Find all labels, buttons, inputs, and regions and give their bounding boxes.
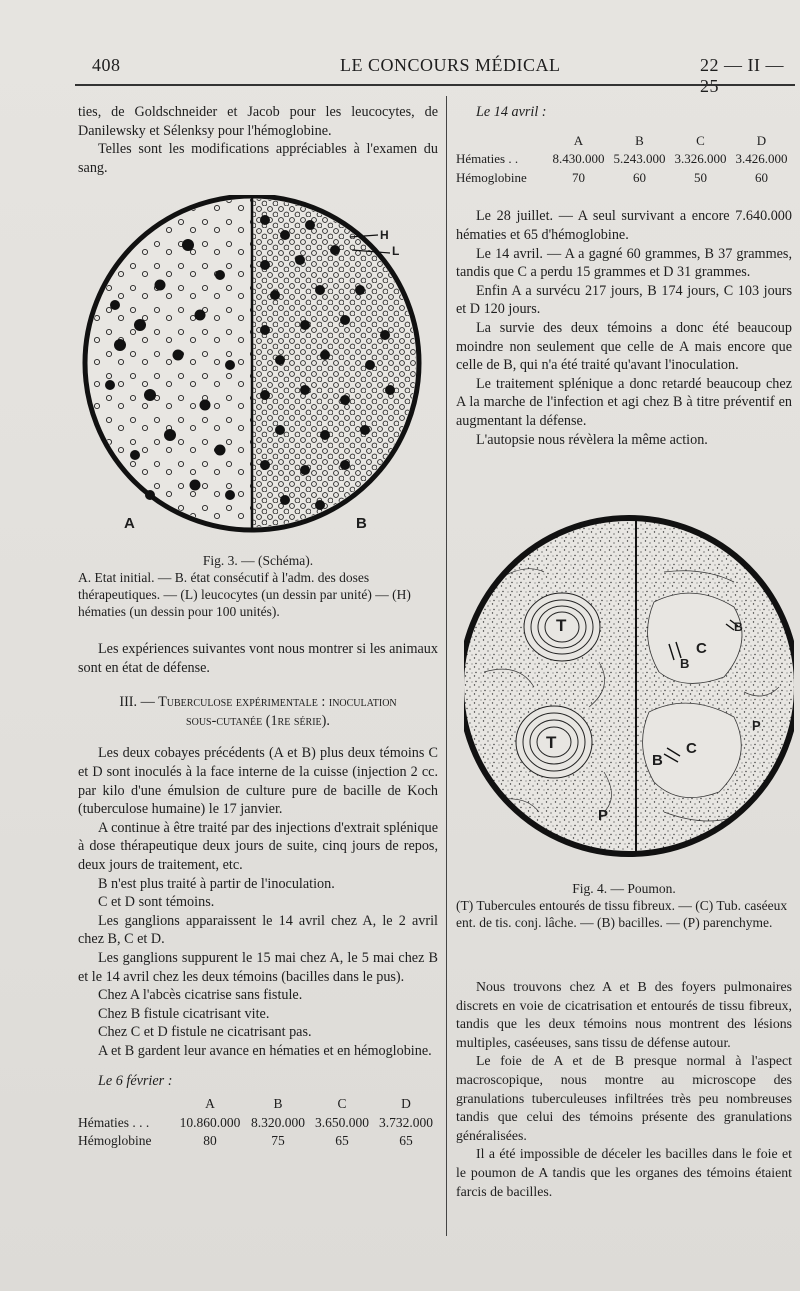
- table-cell: 80: [203, 1133, 217, 1149]
- table-header: D: [401, 1096, 411, 1112]
- table-header: D: [756, 132, 767, 148]
- table-header: B: [273, 1096, 283, 1112]
- body-paragraph: Chez B fistule cicatrisant vite.: [98, 1005, 270, 1022]
- body-paragraph: Chez A l'abcès cicatrise sans fistule.: [98, 987, 303, 1004]
- table-cell: 50: [694, 169, 707, 185]
- table-cell: 3.426.000: [735, 151, 788, 167]
- fig3-label-h: H: [380, 228, 389, 242]
- fig4-caption-text: (T) Tubercules entourés de tissu fibreux. — (C) Tub. caséeux ent. de tis. conj. lâche. — (B) bacilles. — (P) parenchyme.: [456, 898, 788, 930]
- body-paragraph: A continue à être traité par des injections d'extrait splénique à dose thérapeutique deux jours de suite, cinq jours de repos, deux jours de traitement, etc.: [78, 819, 438, 873]
- fig4-label-p1: P: [598, 807, 609, 824]
- fig3-label-l: L: [392, 244, 400, 258]
- fig4-label-c2: C: [686, 740, 697, 757]
- column-divider: [446, 96, 447, 1236]
- fig4-label-t1: T: [556, 616, 567, 635]
- body-paragraph: L'autopsie nous révèlera la même action.: [476, 431, 708, 448]
- table-cell: 65: [399, 1133, 413, 1149]
- table-cell: 3.326.000: [674, 151, 727, 167]
- body-paragraph: C et D sont témoins.: [98, 894, 215, 911]
- table-cell: 8.320.000: [251, 1114, 305, 1130]
- body-paragraph: Chez C et D fistule ne cicatrisant pas.: [98, 1024, 312, 1041]
- fig4-label-b1: B: [680, 656, 690, 671]
- right-top: [456, 103, 792, 449]
- table-cell: 5.243.000: [613, 151, 666, 167]
- table-cell: 70: [572, 169, 585, 185]
- fig3-caption-title: Fig. 3. — (Schéma).: [202, 553, 314, 568]
- fig4-caption: [456, 880, 792, 931]
- fig4-label-b2: B: [652, 752, 663, 769]
- blood-table-apr: [456, 132, 792, 188]
- journal-title: LE CONCOURS MÉDICAL: [340, 55, 561, 75]
- body-paragraph: Les ganglions suppurent le 15 mai chez A, le 5 mai chez B et le 14 avril chez les deux témoins (bacilles dans le pus).: [78, 949, 438, 985]
- table-cell: 75: [271, 1133, 285, 1149]
- table-cell: 60: [633, 169, 646, 185]
- fig3-caption-text: A. Etat initial. — B. état consécutif à l'adm. des doses thérapeutiques. — (L) leucocytes (un dessin par unité) — (H) hématies (un dessin pour 100 unités).: [78, 570, 411, 619]
- table-header: B: [635, 132, 644, 148]
- left-intro: [78, 103, 438, 177]
- table-cell: 60: [755, 169, 768, 185]
- table-cell: 10.860.000: [179, 1114, 241, 1130]
- fig3-label-b: B: [356, 515, 367, 532]
- body-paragraph: Le traitement splénique a donc retardé beaucoup chez A la marche de l'infection et agi chez B à titre préventif en augmentant la défense.: [456, 375, 792, 429]
- page-number: 408: [92, 55, 121, 75]
- table-header: A: [205, 1096, 215, 1112]
- table-cell: 65: [335, 1133, 349, 1149]
- table-date-apr: Le 14 avril :: [476, 104, 547, 120]
- table-row: [456, 169, 792, 188]
- table-date-feb: Le 6 février :: [98, 1073, 173, 1090]
- table-cell: 3.732.000: [379, 1114, 433, 1130]
- body-paragraph: B n'est plus traité à partir de l'inoculation.: [98, 875, 335, 892]
- row-label: Hématies . .: [456, 151, 519, 167]
- table-cell: 3.650.000: [315, 1114, 369, 1130]
- fig4-label-c1: C: [696, 640, 707, 657]
- body-paragraph: A et B gardent leur avance en hématies et en hémoglobine.: [98, 1042, 432, 1059]
- body-paragraph: Le 28 juillet. — A seul survivant a encore 7.640.000 hématies et 65 d'hémoglobine.: [456, 208, 792, 243]
- body-paragraph: La survie des deux témoins a donc été beaucoup moindre non seulement que celle de A mais encore que celle de B, qui n'a été traité qu'avant l'inoculation.: [456, 319, 792, 374]
- body-paragraph: Le 14 avril. — A a gagné 60 grammes, B 37 grammes, tandis que C a perdu 15 grammes et D 31 grammes.: [456, 245, 792, 281]
- row-label: Hématies . . .: [78, 1114, 150, 1130]
- table-row: [456, 150, 792, 169]
- issue-date: 22 — II — 25: [700, 55, 784, 96]
- table-header: A: [573, 132, 584, 148]
- body-paragraph: Enfin A a survécu 217 jours, B 174 jours, C 103 jours et D 120 jours.: [456, 282, 792, 318]
- table-cell: 8.430.000: [552, 151, 605, 167]
- body-paragraph: Les ganglions apparaissent le 14 avril chez A, le 2 avril chez B, C et D.: [78, 912, 438, 948]
- intro-paragraph-2: Telles sont les modifications appréciables à l'examen du sang.: [78, 141, 438, 176]
- table-header: C: [337, 1096, 347, 1112]
- fig4-label-b3: B: [734, 620, 743, 634]
- section-title-line-2: sous-cutanée (1re série).: [186, 712, 330, 729]
- fig3-caption: [78, 552, 438, 620]
- body-paragraph: Les deux cobayes précédents (A et B) plus deux témoins C et D sont inoculés à la face interne de la cuisse (injection 2 cc. par kilo d'une émulsion de culture pure de bacille de Koch (tuberculose humaine) le 17 janvier.: [78, 745, 438, 818]
- table-header: C: [696, 132, 705, 148]
- table-row: [78, 1114, 438, 1133]
- right-body: [456, 978, 792, 1201]
- row-label: Hémoglobine: [456, 169, 527, 185]
- fig4-caption-title: Fig. 4. — Poumon.: [572, 881, 676, 896]
- row-label: Hémoglobine: [78, 1133, 152, 1149]
- section-title-line-1: III. — Tuberculose expérimentale : inoculation: [119, 694, 397, 711]
- table-row: [78, 1132, 438, 1151]
- intro-paragraph-1: ties, de Goldschneider et Jacob pour les leucocytes, de Danilewsky et Sélenksy pour l'hémoglobine.: [78, 104, 438, 139]
- fig3-label-a: A: [124, 515, 135, 532]
- header-rule: [75, 84, 795, 86]
- figure-4-lung: [464, 512, 794, 860]
- figure-3-schema: [80, 195, 430, 535]
- experiments-intro: Les expériences suivantes vont nous montrer si les animaux sont en état de défense.: [78, 641, 438, 676]
- body-paragraph: Il a été impossible de déceler les bacilles dans le foie et le poumon de A tandis que les organes des témoins étaient farcis de bacilles.: [456, 1146, 792, 1199]
- blood-table-feb: [78, 1095, 438, 1151]
- fig4-label-p2: P: [752, 718, 761, 733]
- fig4-label-t2: T: [546, 733, 557, 752]
- body-paragraph: Nous trouvons chez A et B des foyers pulmonaires discrets en voie de cicatrisation et entourés de tissu fibreux, tandis que les deux témoins nous montrent des lésions multiples, caséeuses, sans tissu de défense autour.: [456, 979, 792, 1050]
- body-paragraph: Le foie de A et de B presque normal à l'aspect macroscopique, nous montre au microscope des granulations tuberculeuses infiltrées très peu nombreuses tandis que celui des témoins présente des granulations généralisées.: [456, 1053, 792, 1143]
- left-body: [78, 640, 438, 1151]
